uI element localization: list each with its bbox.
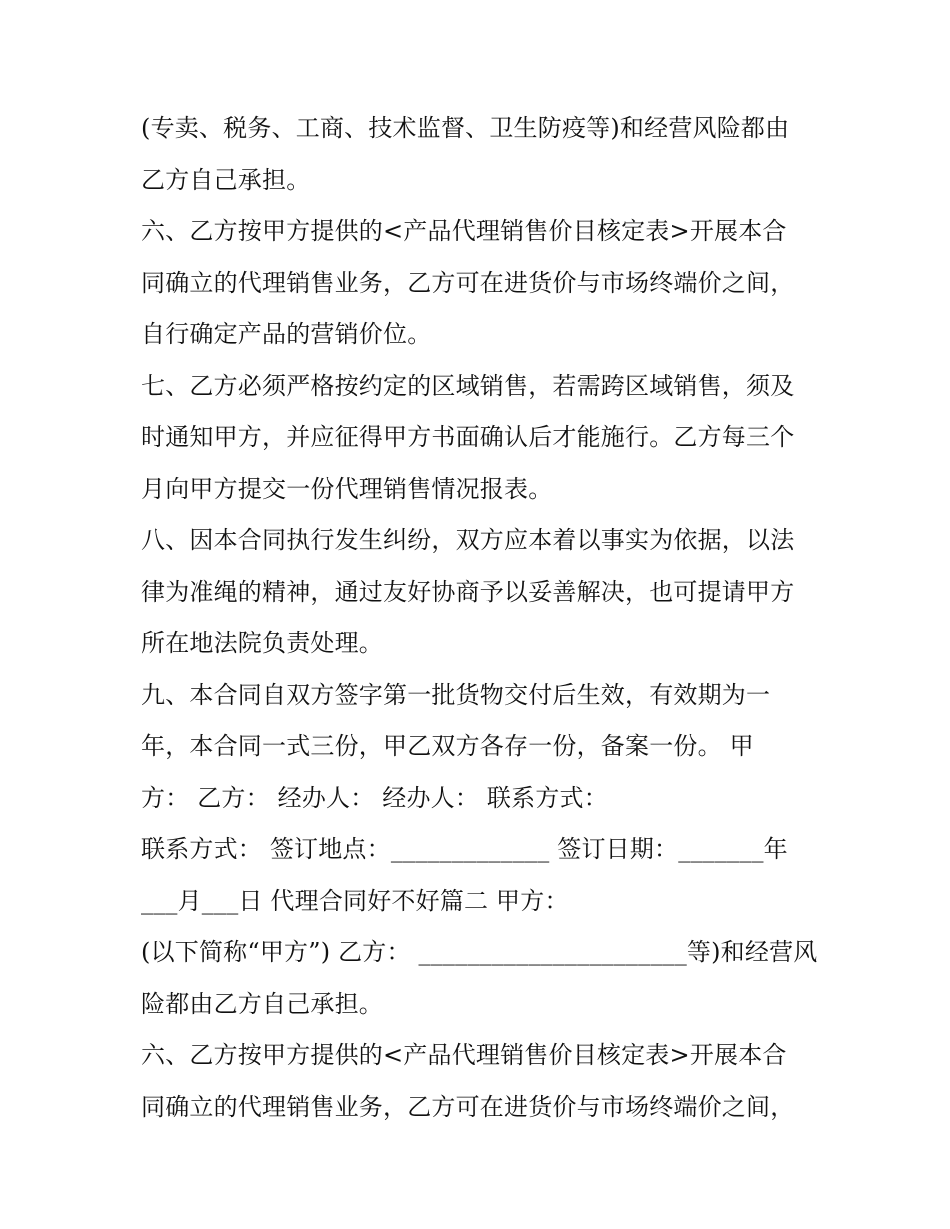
text-line: 六、乙方按甲方提供的<产品代理销售价目核定表>开展本合 (141, 217, 787, 245)
text-line: ___月___日 代理合同好不好篇二 甲方： (141, 886, 569, 915)
text-line: (专卖、税务、工商、技术监督、卫生防疫等)和经营风险都由 (141, 114, 790, 142)
text-line: 自行确定产品的营销价位。 (141, 320, 432, 348)
text-line: (以下简称“甲方”) 乙方： ______________________等)和经营风 (141, 938, 818, 966)
text-line: 月向甲方提交一份代理销售情况报表。 (141, 474, 553, 503)
text-line: 同确立的代理销售业务，乙方可在进货价与市场终端价之间， (141, 1092, 795, 1121)
text-line: 同确立的代理销售业务，乙方可在进货价与市场终端价之间， (141, 268, 795, 297)
text-line: 险都由乙方自己承担。 (141, 989, 383, 1018)
text-line: 七、乙方必须严格按约定的区域销售，若需跨区域销售，须及 (141, 371, 795, 400)
text-line: 年，本合同一式三份，甲乙双方各存一份，备案一份。 甲 (141, 732, 754, 760)
text-line: 九、本合同自双方签字第一批货物交付后生效，有效期为一 (141, 680, 771, 709)
text-line: 联系方式： 签订地点：_____________ 签订日期：_______年 (141, 835, 788, 863)
text-line: 方： 乙方： 经办人： 经办人： 联系方式： (141, 783, 608, 812)
text-line: 八、因本合同执行发生纠纷，双方应本着以事实为依据，以法 (141, 526, 795, 554)
text-line: 时通知甲方，并应征得甲方书面确认后才能施行。乙方每三个 (141, 423, 795, 451)
text-line: 乙方自己承担。 (141, 165, 311, 194)
text-line: 所在地法院负责处理。 (141, 629, 383, 657)
text-line: 六、乙方按甲方提供的<产品代理销售价目核定表>开展本合 (141, 1041, 787, 1069)
text-line: 律为准绳的精神，通过友好协商予以妥善解决，也可提请甲方 (141, 577, 795, 606)
document-body (141, 103, 821, 1133)
